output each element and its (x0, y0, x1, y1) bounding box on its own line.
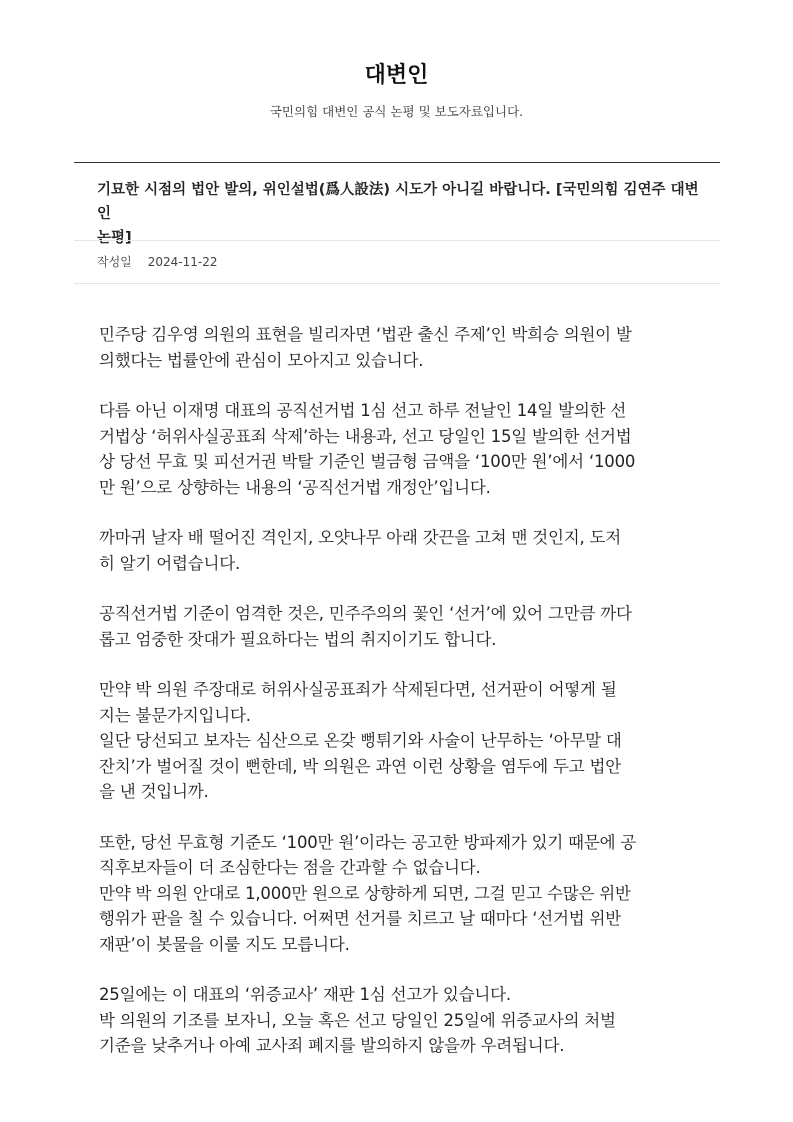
body-line: 상 당선 무효 및 피선거권 박탈 기준인 벌금형 금액을 ‘100만 원’에서 ‘1000 (99, 452, 636, 471)
post-date: 2024-11-22 (147, 255, 218, 269)
body-paragraph (99, 322, 699, 373)
site-title[interactable]: 대변인 (364, 63, 429, 88)
body-line: 직후보자들이 더 조심한다는 점을 간과할 수 없습니다. (99, 858, 481, 877)
date-label: 작성일 (97, 255, 132, 269)
site-description: 국민의힘 대변인 공식 논평 및 보도자료입니다. (269, 104, 524, 119)
body-line: 다름 아닌 이재명 대표의 공직선거법 1심 선고 하루 전날인 14일 발의한 선 (99, 401, 627, 420)
body-line: 만약 박 의원 안대로 1,000만 원으로 상향하게 되면, 그걸 믿고 수많은 위반 (99, 883, 631, 903)
body-paragraph (99, 398, 699, 500)
body-paragraph (99, 601, 699, 652)
body-line: 까마귀 날자 배 떨어진 격인지, 오얏나무 아래 갓끈을 고쳐 맨 것인지, 도저 (99, 528, 622, 547)
post-body (99, 322, 699, 1084)
body-line: 히 알기 어렵습니다. (99, 553, 241, 573)
body-line: 을 낸 것입니까. (99, 782, 209, 801)
post-meta (97, 254, 218, 270)
body-paragraph (99, 525, 699, 576)
body-line: 행위가 판을 칠 수 있습니다. 어쩌면 선거를 치르고 날 때마다 ‘선거법 위반 (99, 909, 622, 928)
body-line: 박 의원의 기조를 보자니, 오늘 혹은 선고 당일인 25일에 위증교사의 처벌 (99, 1010, 616, 1030)
body-paragraph (99, 830, 699, 958)
body-line: 또한, 당선 무효형 기준도 ‘100만 원’이라는 공고한 방파제가 있기 때문에 공 (99, 832, 637, 852)
title-divider (74, 240, 720, 241)
body-line: 만약 박 의원 주장대로 허위사실공표죄가 삭제된다면, 선거판이 어떻게 될 (99, 680, 617, 699)
body-line: 공직선거법 기준이 엄격한 것은, 민주주의의 꽃인 ‘선거’에 있어 그만큼 까다 (99, 604, 632, 623)
body-line: 기준을 낮추거나 아예 교사죄 폐지를 발의하지 않을까 우려됩니다. (99, 1036, 565, 1055)
body-line: 일단 당선되고 보자는 심산으로 온갖 뻥튀기와 사술이 난무하는 ‘아무말 대 (99, 731, 622, 750)
body-line: 재판’이 봇물을 이룰 지도 모릅니다. (99, 934, 350, 954)
body-paragraph (99, 677, 699, 805)
body-line: 의했다는 법률안에 관심이 모아지고 있습니다. (99, 350, 424, 370)
meta-divider (74, 283, 720, 284)
body-line: 민주당 김우영 의원의 표현을 빌리자면 ‘법관 출신 주제’인 박희승 의원이 발 (99, 325, 632, 344)
body-line: 25일에는 이 대표의 ‘위증교사’ 재판 1심 선고가 있습니다. (99, 985, 511, 1004)
header-divider (74, 162, 720, 163)
body-line: 지는 불문가지입니다. (99, 705, 251, 725)
body-line: 만 원’으로 상향하는 내용의 ‘공직선거법 개정안’입니다. (99, 477, 491, 497)
post-title-line: 기묘한 시점의 법안 발의, 위인설법(爲人設法) 시도가 아니길 바랍니다. [국민의힘 김연주 대변인 (97, 182, 699, 222)
body-line: 거법상 ‘허위사실공표죄 삭제’하는 내용과, 선고 당일인 15일 발의한 선거법 (99, 426, 632, 446)
body-line: 잔치’가 벌어질 것이 뻔한데, 박 의원은 과연 이런 상황을 염두에 두고 법안 (99, 756, 622, 776)
body-line: 롭고 엄중한 잣대가 필요하다는 법의 취지이기도 합니다. (99, 629, 497, 649)
post-title-line: 논평] (97, 230, 132, 246)
body-paragraph (99, 982, 699, 1059)
